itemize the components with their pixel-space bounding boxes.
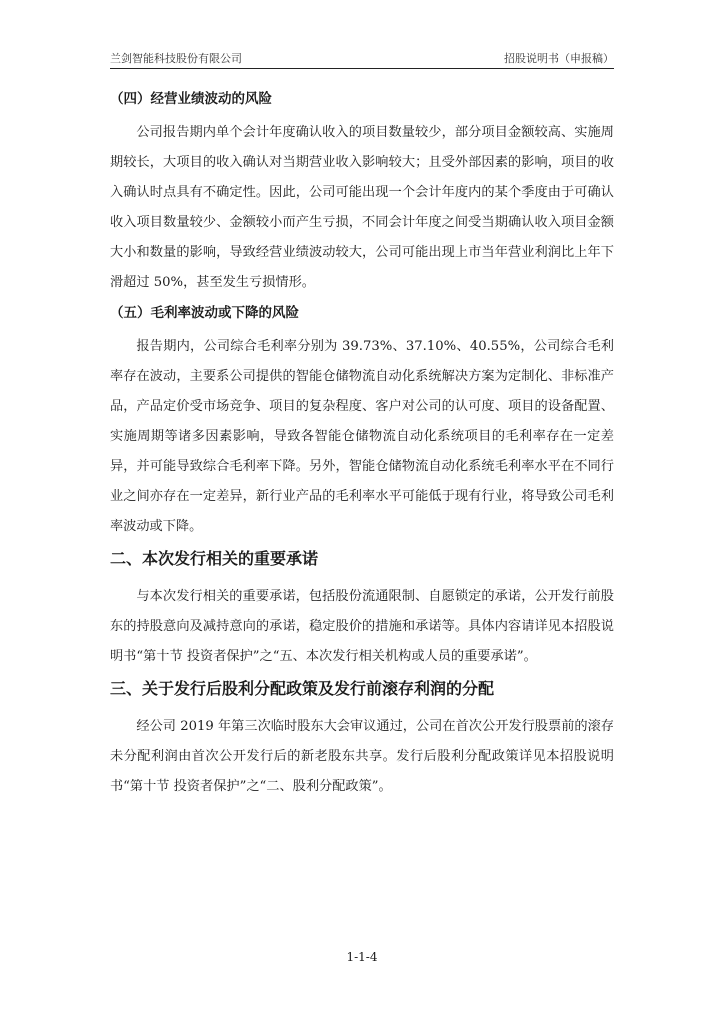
section-paragraph-operating-performance-risk: 公司报告期内单个会计年度确认收入的项目数量较少，部分项目金额较高、实施周期较长，大项目的收入确认对当期营业收入影响较大；且受外部因素的影响，项目的收入确认时点具有不确定性。因此，公司可能出现一个会计年度内的某个季度由于可确认收入项目数量较少、金额较小而产生亏损，不同会计年度之间受当期确认收入项目金额大小和数量的影响，导致经营业绩波动较大，公司可能出现上市当年营业利润比上年下滑超过 50%，甚至发生亏损情形。 bbox=[110, 125, 614, 290]
section-paragraph-important-commitments: 与本次发行相关的重要承诺，包括股份流通限制、自愿锁定的承诺，公开发行前股东的持股意向及减持意向的承诺，稳定股价的措施和承诺等。具体内容请详见本招股说明书“第十节 投资者保护”之“五、本次发行相关机构或人员的重要承诺”。 bbox=[110, 589, 614, 664]
header-document-type: 招股说明书（申报稿） bbox=[504, 52, 614, 65]
page-number: 1-1-4 bbox=[346, 950, 378, 964]
section-heading-dividend-policy: 三、关于发行后股利分配政策及发行前滚存利润的分配 bbox=[110, 679, 495, 698]
section-heading-gross-margin-risk: （五）毛利率波动或下降的风险 bbox=[110, 305, 299, 321]
header-divider bbox=[110, 68, 614, 69]
page-header bbox=[110, 50, 614, 66]
section-heading-operating-performance-risk: （四）经营业绩波动的风险 bbox=[110, 91, 272, 107]
section-paragraph-gross-margin-risk: 报告期内，公司综合毛利率分别为 39.73%、37.10%、40.55%，公司综合毛利率存在波动，主要系公司提供的智能仓储物流自动化系统解决方案为定制化、非标准产品，产品定价受市场竞争、项目的复杂程度、客户对公司的认可度、项目的设备配置、实施周期等诸多因素影响，导致各智能仓储物流自动化系统项目的毛利率存在一定差异，并可能导致综合毛利率下降。另外，智能仓储物流自动化系统毛利率水平在不同行业之间亦存在一定差异，新行业产品的毛利率水平可能低于现有行业，将导致公司毛利率波动或下降。 bbox=[110, 339, 614, 534]
document-body bbox=[110, 88, 614, 806]
header-company-name: 兰剑智能科技股份有限公司 bbox=[110, 52, 242, 65]
section-paragraph-dividend-policy: 经公司 2019 年第三次临时股东大会审议通过，公司在首次公开发行股票前的滚存未分配利润由首次公开发行后的新老股东共享。发行后股利分配政策详见本招股说明书“第十节 投资者保护”之“二、股利分配政策”。 bbox=[110, 719, 614, 794]
section-heading-important-commitments: 二、本次发行相关的重要承诺 bbox=[110, 549, 319, 568]
